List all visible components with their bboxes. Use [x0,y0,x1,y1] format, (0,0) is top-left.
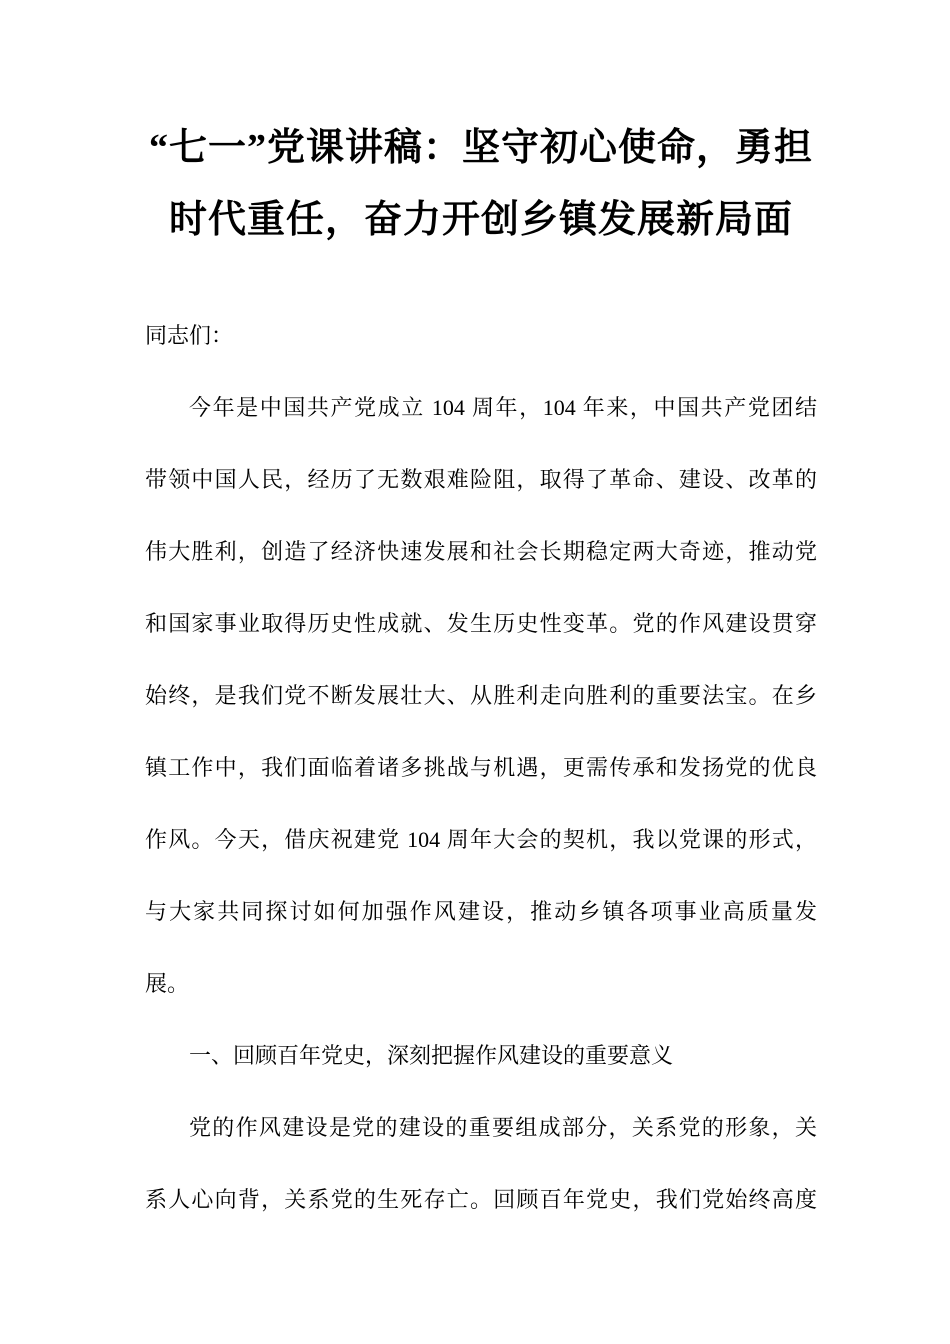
document-title-line-2: 时代重任，奋力开创乡镇发展新局面 [168,199,793,241]
document-title [145,112,817,256]
paragraph-line: 党的作风建设是党的建设的重要组成部分，关系党的形象，关 [189,1115,817,1140]
document-body [145,300,817,1236]
salutation-line: 同志们： [145,323,234,348]
document-title-line-1: “七一”党课讲稿：坚守初心使命，勇担 [148,127,813,169]
paragraph-line: 与大家共同探讨如何加强作风建设，推动乡镇各项事业高质量发 [145,899,817,924]
paragraph-line: 带领中国人民，经历了无数艰难险阻，取得了革命、建设、改革的 [145,467,817,492]
paragraph-line: 作风。今天，借庆祝建党 104 周年大会的契机，我以党课的形式， [145,827,817,852]
paragraph-line: 伟大胜利，创造了经济快速发展和社会长期稳定两大奇迹，推动党 [145,539,817,564]
section-heading: 一、回顾百年党史，深刻把握作风建设的重要意义 [189,1043,674,1068]
paragraph-line: 和国家事业取得历史性成就、发生历史性变革。党的作风建设贯穿 [145,611,817,636]
paragraph-last-line: 展。 [145,971,190,996]
paragraph-line: 始终，是我们党不断发展壮大、从胜利走向胜利的重要法宝。在乡 [145,683,817,708]
paragraph-line: 今年是中国共产党成立 104 周年，104 年来，中国共产党团结 [189,395,817,420]
paragraph-line: 系人心向背，关系党的生死存亡。回顾百年党史，我们党始终高度 [145,1187,817,1212]
paragraph-line: 镇工作中，我们面临着诸多挑战与机遇，更需传承和发扬党的优良 [145,755,817,780]
